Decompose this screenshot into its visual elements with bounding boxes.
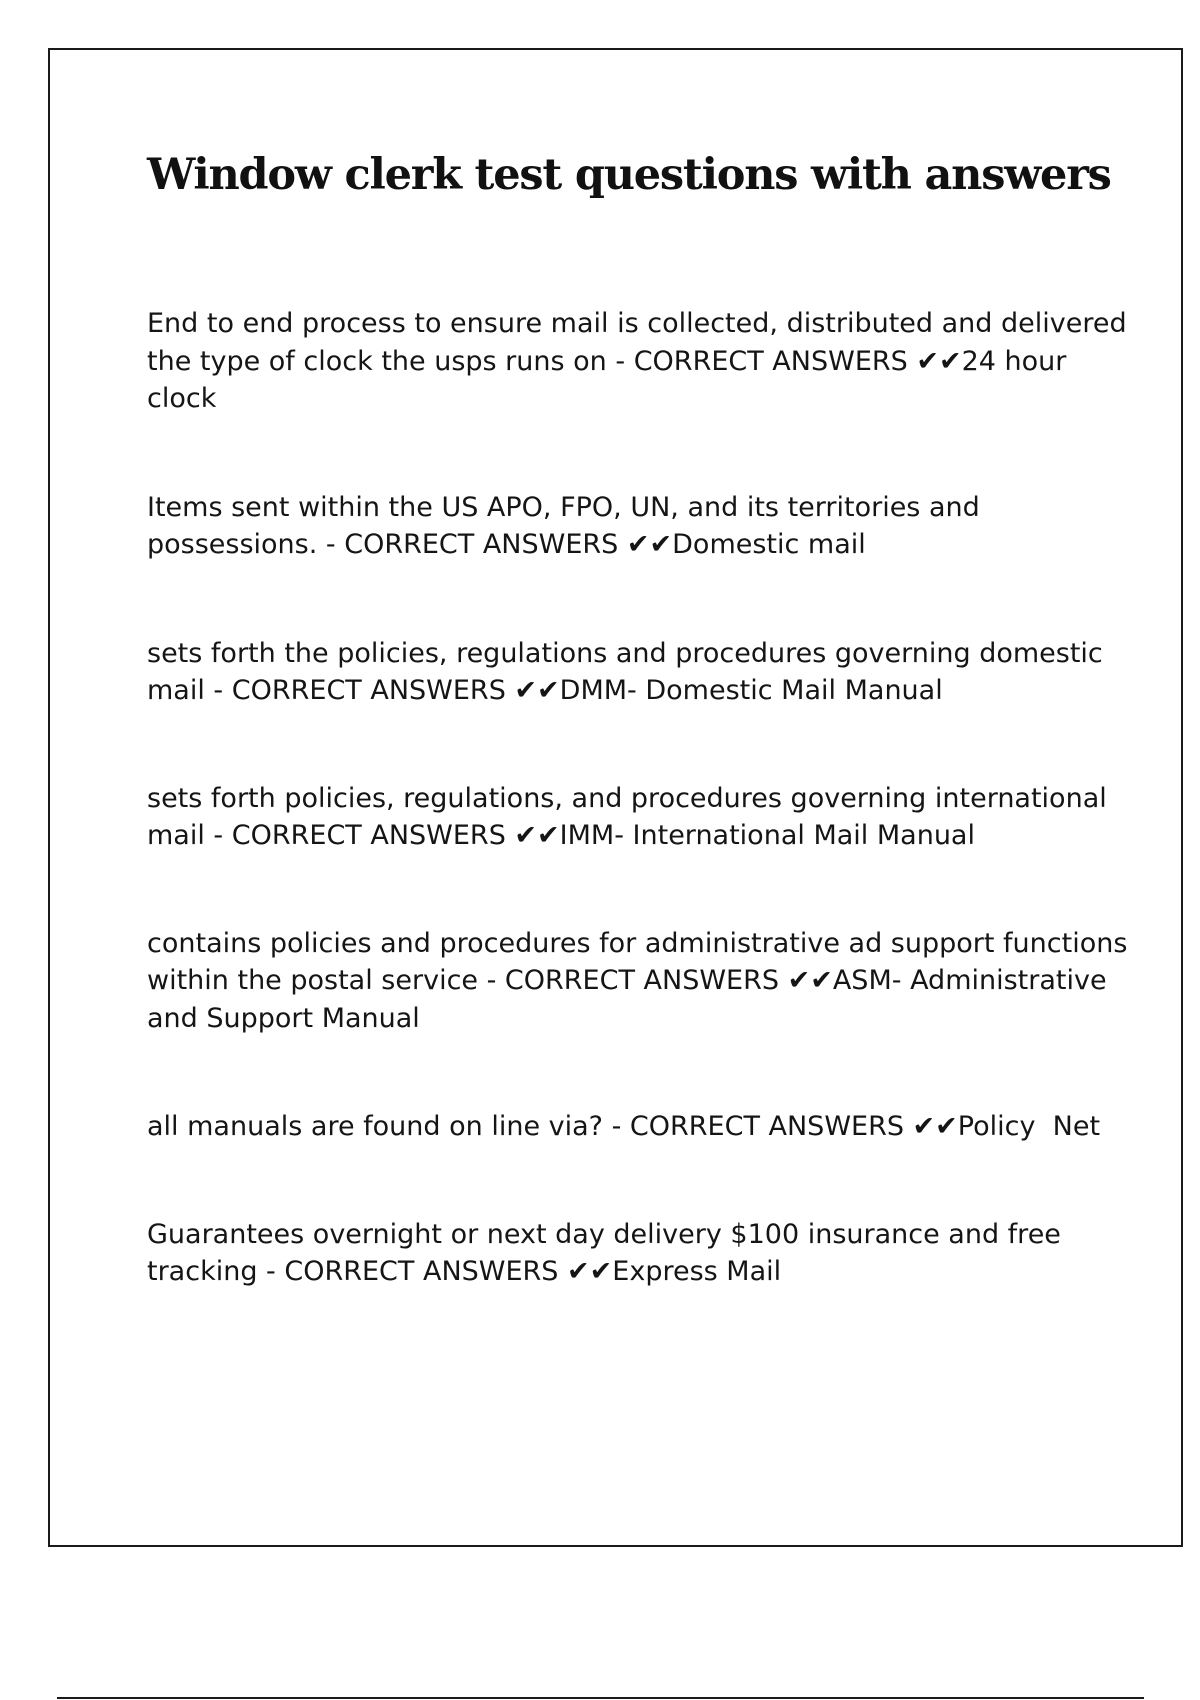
qa-item: all manuals are found on line via? - CORRECT ANSWERS ✔✔Policy Net xyxy=(147,1111,1101,1142)
page-frame xyxy=(48,48,1183,1547)
qa-list xyxy=(147,305,1137,1291)
qa-item: Guarantees overnight or next day delivery $100 insurance and free tracking - CORRECT ANSWERS ✔✔Express Mail xyxy=(147,1218,1061,1287)
footer-divider xyxy=(57,1697,1144,1699)
qa-item: contains policies and procedures for administrative ad support functions within the postal service - CORRECT ANSWERS ✔✔ASM- Administrative and Support Manual xyxy=(147,927,1128,1034)
qa-item: sets forth policies, regulations, and procedures governing international mail - CORRECT ANSWERS ✔✔IMM- International Mail Manual xyxy=(147,782,1107,851)
qa-item: End to end process to ensure mail is collected, distributed and delivered the type of clock the usps runs on - CORRECT ANSWERS ✔✔24 hour clock xyxy=(147,308,1127,414)
qa-item: Items sent within the US APO, FPO, UN, and its territories and possessions. - CORRECT ANSWERS ✔✔Domestic mail xyxy=(147,491,980,560)
qa-item: sets forth the policies, regulations and procedures governing domestic mail - CORRECT ANSWERS ✔✔DMM- Domestic Mail Manual xyxy=(147,637,1103,706)
document-title: Window clerk test questions with answers xyxy=(147,150,1111,200)
